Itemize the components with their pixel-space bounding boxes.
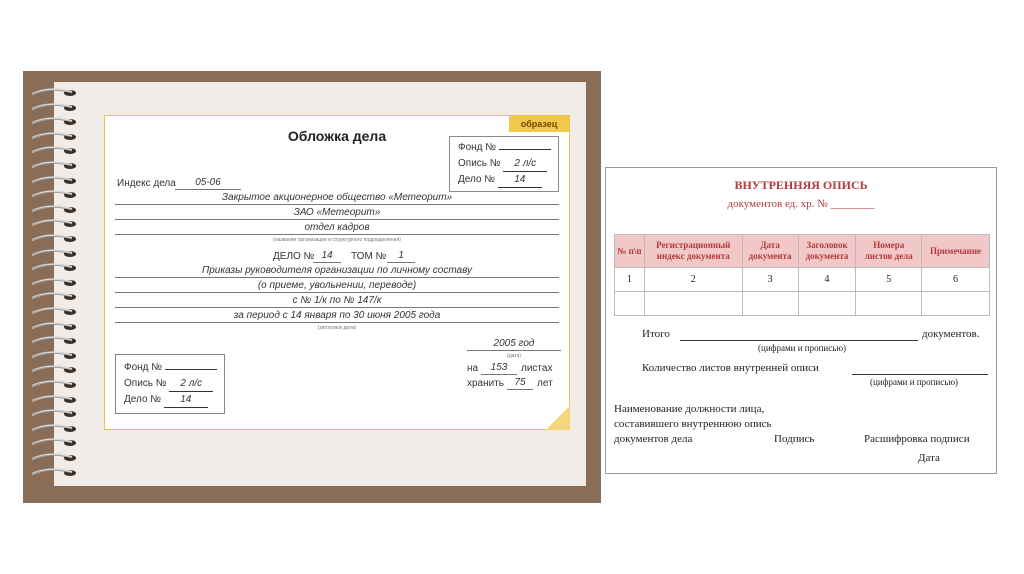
spiral-ring — [30, 395, 82, 405]
total-label: Итого — [642, 328, 670, 340]
delo-value: 14 — [164, 393, 208, 408]
org-line-1: Закрытое акционерное общество «Метеорит» — [221, 192, 453, 203]
column-number: 4 — [798, 268, 856, 292]
sheets-label: Количество листов внутренней описи — [642, 362, 819, 374]
column-number: 1 — [615, 268, 645, 292]
total-suffix: документов. — [922, 328, 980, 340]
underline — [387, 262, 415, 263]
heading-line-4: за период с 14 января по 30 июня 2005 года — [233, 310, 441, 321]
spiral-ring — [30, 453, 82, 463]
sheets-caption: (цифрами и прописью) — [870, 377, 959, 387]
spiral-ring — [30, 234, 82, 244]
spiral-ring — [30, 103, 82, 113]
column-number: 3 — [742, 268, 798, 292]
spiral-ring — [30, 438, 82, 448]
table-number-row — [615, 268, 990, 292]
page-curl — [546, 406, 570, 430]
spiral-binding — [30, 82, 90, 486]
column-header: № п\п — [615, 235, 645, 268]
year-value: 2005 год — [493, 338, 535, 349]
spiral-ring — [30, 365, 82, 375]
underline — [115, 234, 559, 235]
opis-value: 2 л/с — [169, 377, 213, 392]
sample-badge: образец — [509, 116, 569, 132]
form-title: ВНУТРЕННЯЯ ОПИСЬ — [734, 178, 868, 192]
underline — [115, 277, 559, 278]
underline — [115, 204, 559, 205]
spiral-ring — [30, 205, 82, 215]
table-row — [615, 292, 990, 316]
underline — [115, 219, 559, 220]
spiral-ring — [30, 307, 82, 317]
spiral-ring — [30, 336, 82, 346]
heading-caption: (заголовок дела) — [317, 325, 357, 331]
spiral-ring — [30, 117, 82, 127]
spiral-ring — [30, 146, 82, 156]
sheets-line — [852, 374, 988, 375]
opis-value: 2 л/с — [503, 157, 547, 172]
column-number: 2 — [644, 268, 742, 292]
spiral-ring — [30, 278, 82, 288]
form-subtitle: документов ед. хр. № ________ — [727, 198, 875, 210]
sheets-value: 153 — [490, 362, 508, 373]
spiral-ring — [30, 249, 82, 259]
spiral-ring — [30, 380, 82, 390]
fond-value — [165, 369, 217, 370]
heading-line-3: с № 1/к по № 147/к — [292, 295, 382, 306]
top-fund-box — [449, 136, 559, 192]
year-caption: (дата) — [507, 353, 521, 359]
index-value: 05-06 — [195, 177, 221, 188]
index-label: Индекс дела — [117, 178, 176, 189]
delo-label: Дело № — [458, 174, 496, 185]
column-header: Дата документа — [742, 235, 798, 268]
delo-number-label: ДЕЛО № — [273, 251, 315, 262]
underline — [467, 350, 561, 351]
bottom-fund-box — [115, 354, 225, 414]
date-label: Дата — [918, 452, 940, 464]
spiral-ring — [30, 161, 82, 171]
spiral-ring — [30, 263, 82, 273]
sheets-prefix: на — [467, 363, 479, 374]
column-header: Примечание — [922, 235, 990, 268]
underline — [115, 322, 559, 323]
column-number: 6 — [922, 268, 990, 292]
keep-value: 75 — [514, 377, 526, 388]
delo-label: Дело № — [124, 394, 162, 405]
spiral-ring — [30, 190, 82, 200]
spiral-ring — [30, 219, 82, 229]
position-line-2: составившего внутреннюю опись — [614, 418, 772, 430]
fond-label: Фонд № — [458, 142, 497, 153]
table-header-row — [615, 235, 990, 268]
spiral-ring — [30, 424, 82, 434]
underline — [115, 307, 559, 308]
delo-value: 14 — [498, 173, 542, 188]
total-caption: (цифрами и прописью) — [758, 343, 847, 353]
internal-inventory-form — [605, 167, 997, 474]
position-line-3: документов дела — [614, 433, 693, 445]
sheets-suffix: листах — [521, 363, 553, 374]
spiral-ring — [30, 292, 82, 302]
heading-line-1: Приказы руководителя организации по личному составу — [201, 265, 473, 276]
inventory-table — [614, 234, 990, 316]
underline — [507, 389, 533, 390]
org-line-2: ЗАО «Метеорит» — [293, 207, 381, 218]
column-header: Заголовок документа — [798, 235, 856, 268]
org-caption: (название организации и структурного подразделения) — [273, 237, 401, 243]
column-header: Номера листов дела — [856, 235, 922, 268]
index-underline — [175, 189, 241, 190]
fond-value — [499, 149, 551, 150]
case-cover-sample — [104, 115, 570, 430]
opis-label: Опись № — [458, 158, 501, 169]
delo-number-value: 14 — [321, 250, 333, 261]
column-number: 5 — [856, 268, 922, 292]
underline — [115, 292, 559, 293]
tom-value: 1 — [398, 250, 404, 261]
signature-label: Подпись — [774, 433, 815, 445]
cover-title: Обложка дела — [287, 128, 387, 144]
total-line — [680, 340, 918, 341]
column-header: Регистрационный индекс документа — [644, 235, 742, 268]
spiral-ring — [30, 351, 82, 361]
decoding-label: Расшифровка подписи — [864, 433, 970, 445]
spiral-ring — [30, 468, 82, 478]
keep-suffix: лет — [537, 378, 553, 389]
spiral-ring — [30, 322, 82, 332]
spiral-ring — [30, 409, 82, 419]
underline — [313, 262, 341, 263]
opis-label: Опись № — [124, 378, 167, 389]
spiral-ring — [30, 176, 82, 186]
position-line-1: Наименование должности лица, — [614, 403, 765, 415]
underline — [481, 374, 517, 375]
fond-label: Фонд № — [124, 362, 163, 373]
org-line-3: отдел кадров — [304, 222, 370, 233]
spiral-ring — [30, 132, 82, 142]
spiral-ring — [30, 88, 82, 98]
keep-prefix: хранить — [467, 378, 505, 389]
heading-line-2: (о приеме, увольнении, переводе) — [257, 280, 417, 291]
tom-label: ТОМ № — [351, 251, 387, 262]
